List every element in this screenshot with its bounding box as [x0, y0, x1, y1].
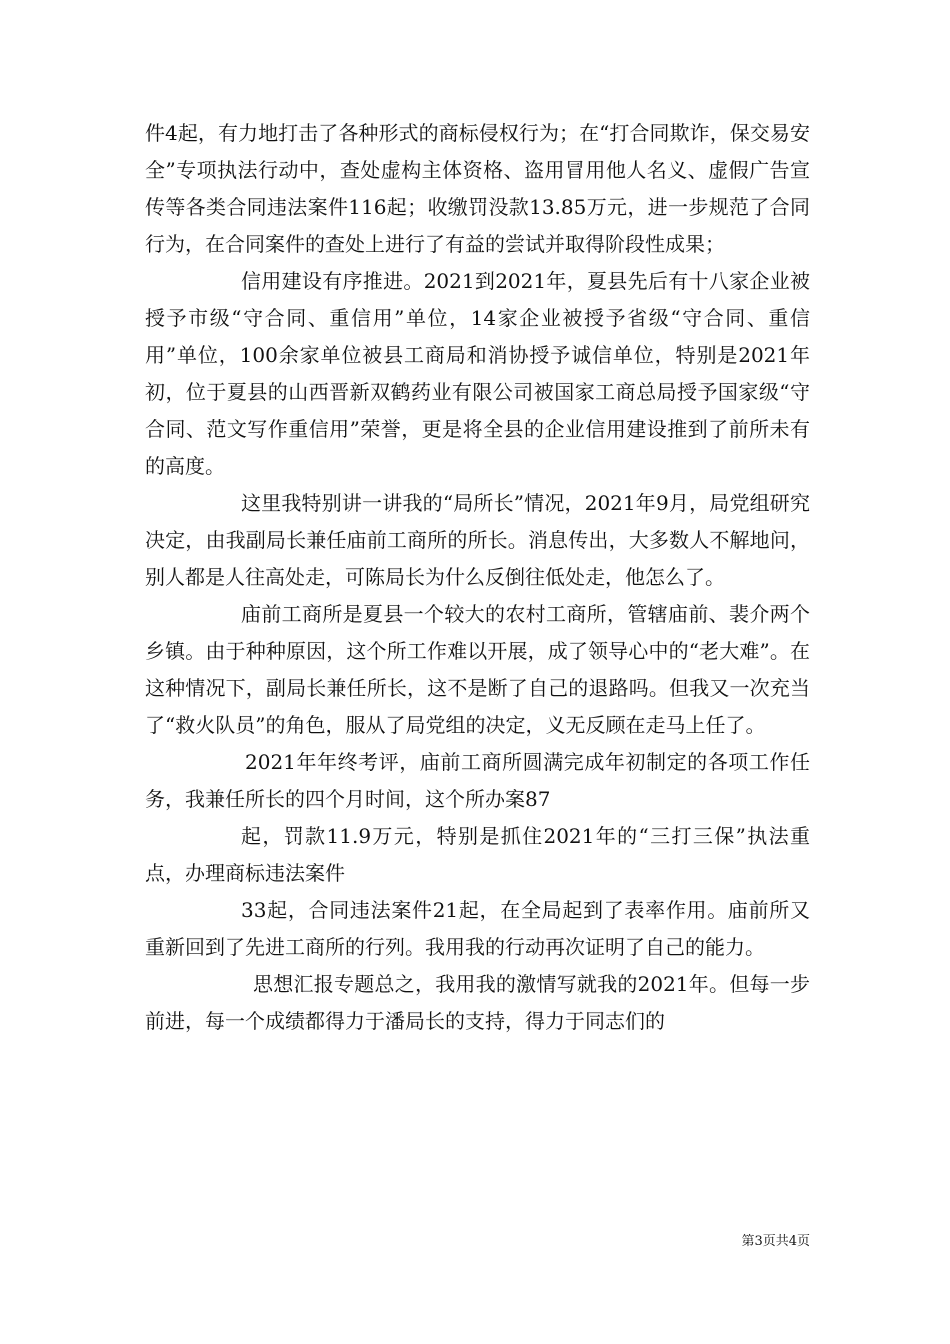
paragraph-annual-review: 2021年年终考评，庙前工商所圆满完成年初制定的各项工作任务，我兼任所长的四个月时间，这个所办案87 — [145, 750, 810, 811]
page-number: 第3页共4页 — [741, 1234, 810, 1249]
paragraph-fines: 起，罚款11.9万元，特别是抓住2021年的“三打三保”执法重点，办理商标违法案件 — [145, 824, 810, 885]
paragraph-credit-building: 信用建设有序推进。2021到2021年，夏县先后有十八家企业被授予市级“守合同、重信用”单位，14家企业被授予省级“守合同、重信用”单位，100余家单位被县工商局和消协授予诚信单位，特别是2021年初，位于夏县的山西晋新双鹤药业有限公司被国家工商总局授予国家级“守合同、范文写作重信用”荣誉，更是将全县的企业信用建设推到了前所未有的高度。 — [145, 269, 810, 478]
paragraph-miaoqian-office: 庙前工商所是夏县一个较大的农村工商所，管辖庙前、裴介两个乡镇。由于种种原因，这个所工作难以开展，成了领导心中的“老大难”。在这种情况下，副局长兼任所长，这不是断了自己的退路吗。但我又一次充当了“救火队员”的角色，服从了局党组的决定，义无反顾在走马上任了。 — [145, 602, 810, 737]
document-body — [145, 115, 810, 1040]
paragraph-trademark-cases: 件4起，有力地打击了各种形式的商标侵权行为；在“打合同欺诈，保交易安全”专项执法行动中，查处虚构主体资格、盗用冒用他人名义、虚假广告宣传等各类合同违法案件116起；收缴罚没款13.85万元，进一步规范了合同行为，在合同案件的查处上进行了有益的尝试并取得阶段性成果； — [145, 121, 810, 256]
paragraph-summary: 思想汇报专题总之，我用我的激情写就我的2021年。但每一步前进，每一个成绩都得力于潘局长的支持，得力于同志们的 — [145, 972, 810, 1033]
paragraph-contract-cases: 33起，合同违法案件21起，在全局起到了表率作用。庙前所又重新回到了先进工商所的行列。我用我的行动再次证明了自己的能力。 — [145, 898, 810, 959]
paragraph-bureau-director-role: 这里我特别讲一讲我的“局所长”情况，2021年9月，局党组研究决定，由我副局长兼任庙前工商所的所长。消息传出，大多数人不解地问，别人都是人往高处走，可陈局长为什么反倒往低处走，他怎么了。 — [145, 491, 810, 589]
